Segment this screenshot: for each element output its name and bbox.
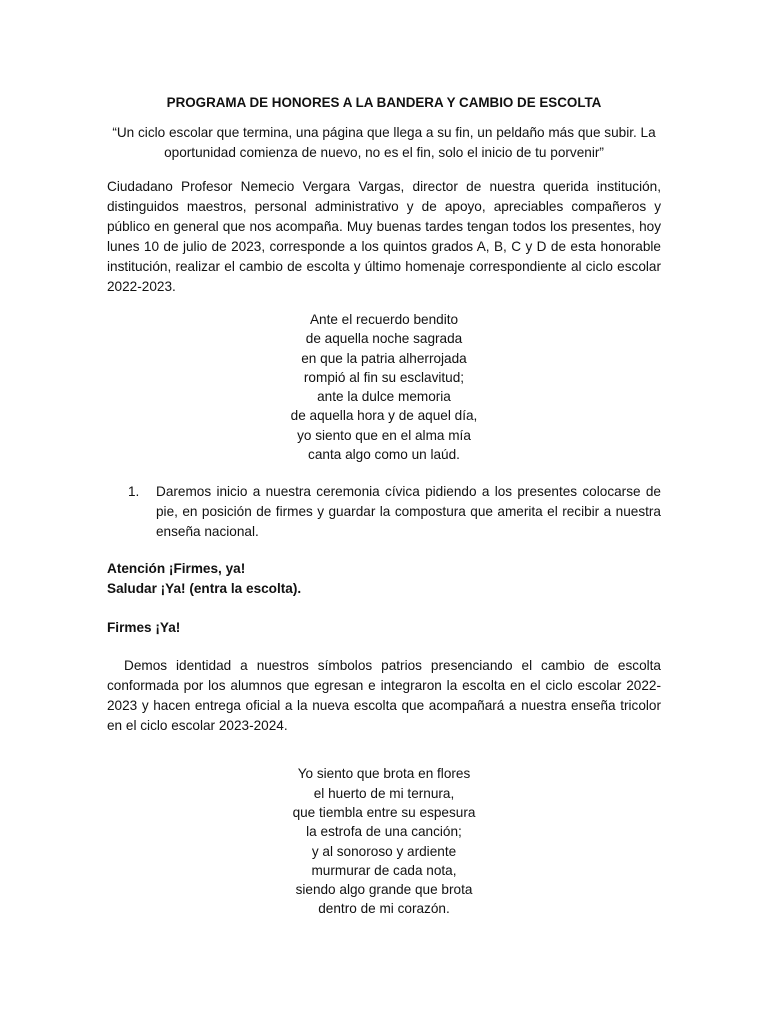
poem-line: de aquella hora y de aquel día, bbox=[290, 408, 478, 424]
poem-line: la estrofa de una canción; bbox=[306, 824, 462, 840]
numbered-list bbox=[107, 482, 661, 542]
command-salute: Saludar ¡Ya! (entra la escolta). bbox=[107, 581, 302, 597]
escort-paragraph: Demos identidad a nuestros símbolos patrios presenciando el cambio de escolta conformada por los alumnos que egresan e integraron la escolta en el ciclo escolar 2022-2023 y hacen entrega oficial a la nueva escolta que acompañará a nuestra enseña tricolor en el ciclo escolar 2023-2024. bbox=[107, 658, 661, 734]
poem-line: Yo siento que brota en flores bbox=[297, 766, 471, 782]
list-item-number: 1. bbox=[128, 484, 140, 500]
command-attention: Atención ¡Firmes, ya! bbox=[107, 561, 246, 577]
poem-line: de aquella noche sagrada bbox=[305, 331, 463, 347]
poem-line: murmurar de cada nota, bbox=[311, 862, 457, 878]
document-page bbox=[107, 93, 661, 919]
intro-paragraph: Ciudadano Profesor Nemecio Vergara Vargas, director de nuestra querida institución, distinguidos maestros, personal administrativo y de apoyo, apreciables compañeros y público en general que nos acompaña. Muy buenas tardes tengan todos los presentes, hoy lunes 10 de julio de 2023, corresponde a los quintos grados A, B, C y D de esta honorable institución, realizar el cambio de escolta y último homenaje correspondiente al ciclo escolar 2022-2023. bbox=[107, 179, 661, 294]
poem-line: Ante el recuerdo bendito bbox=[309, 312, 459, 327]
poem-line: yo siento que en el alma mía bbox=[297, 427, 471, 443]
poem-line: ante la dulce memoria bbox=[317, 389, 451, 405]
list-item-text: Daremos inicio a nuestra ceremonia cívica pidiendo a los presentes colocarse de pie, en posición de firmes y guardar la compostura que amerita el recibir a nuestra enseña nacional. bbox=[156, 484, 661, 540]
poem-line: canta algo como un laúd. bbox=[308, 447, 460, 463]
poem-line: dentro de mi corazón. bbox=[318, 901, 450, 917]
list-item bbox=[107, 482, 661, 542]
poem-line: siendo algo grande que brota bbox=[295, 882, 473, 898]
poem-line: el huerto de mi ternura, bbox=[313, 785, 455, 801]
command-firm: Firmes ¡Ya! bbox=[107, 620, 181, 636]
poem-stanza-2 bbox=[107, 764, 661, 918]
quote-line: “Un ciclo escolar que termina, una página que llega a su fin, un peldaño más que subir. La bbox=[112, 125, 656, 140]
poem-line: en que la patria alherrojada bbox=[301, 350, 467, 366]
poem-line: rompió al fin su esclavitud; bbox=[303, 369, 465, 385]
quote-line: oportunidad comienza de nuevo, no es el fin, solo el inicio de tu porvenir” bbox=[164, 145, 604, 160]
poem-line: y al sonoroso y ardiente bbox=[311, 843, 457, 859]
poem-stanza-1 bbox=[107, 310, 661, 464]
poem-line: que tiembla entre su espesura bbox=[292, 804, 476, 820]
opening-quote bbox=[107, 123, 661, 163]
document-title: PROGRAMA DE HONORES A LA BANDERA Y CAMBIO DE ESCOLTA bbox=[166, 95, 602, 110]
